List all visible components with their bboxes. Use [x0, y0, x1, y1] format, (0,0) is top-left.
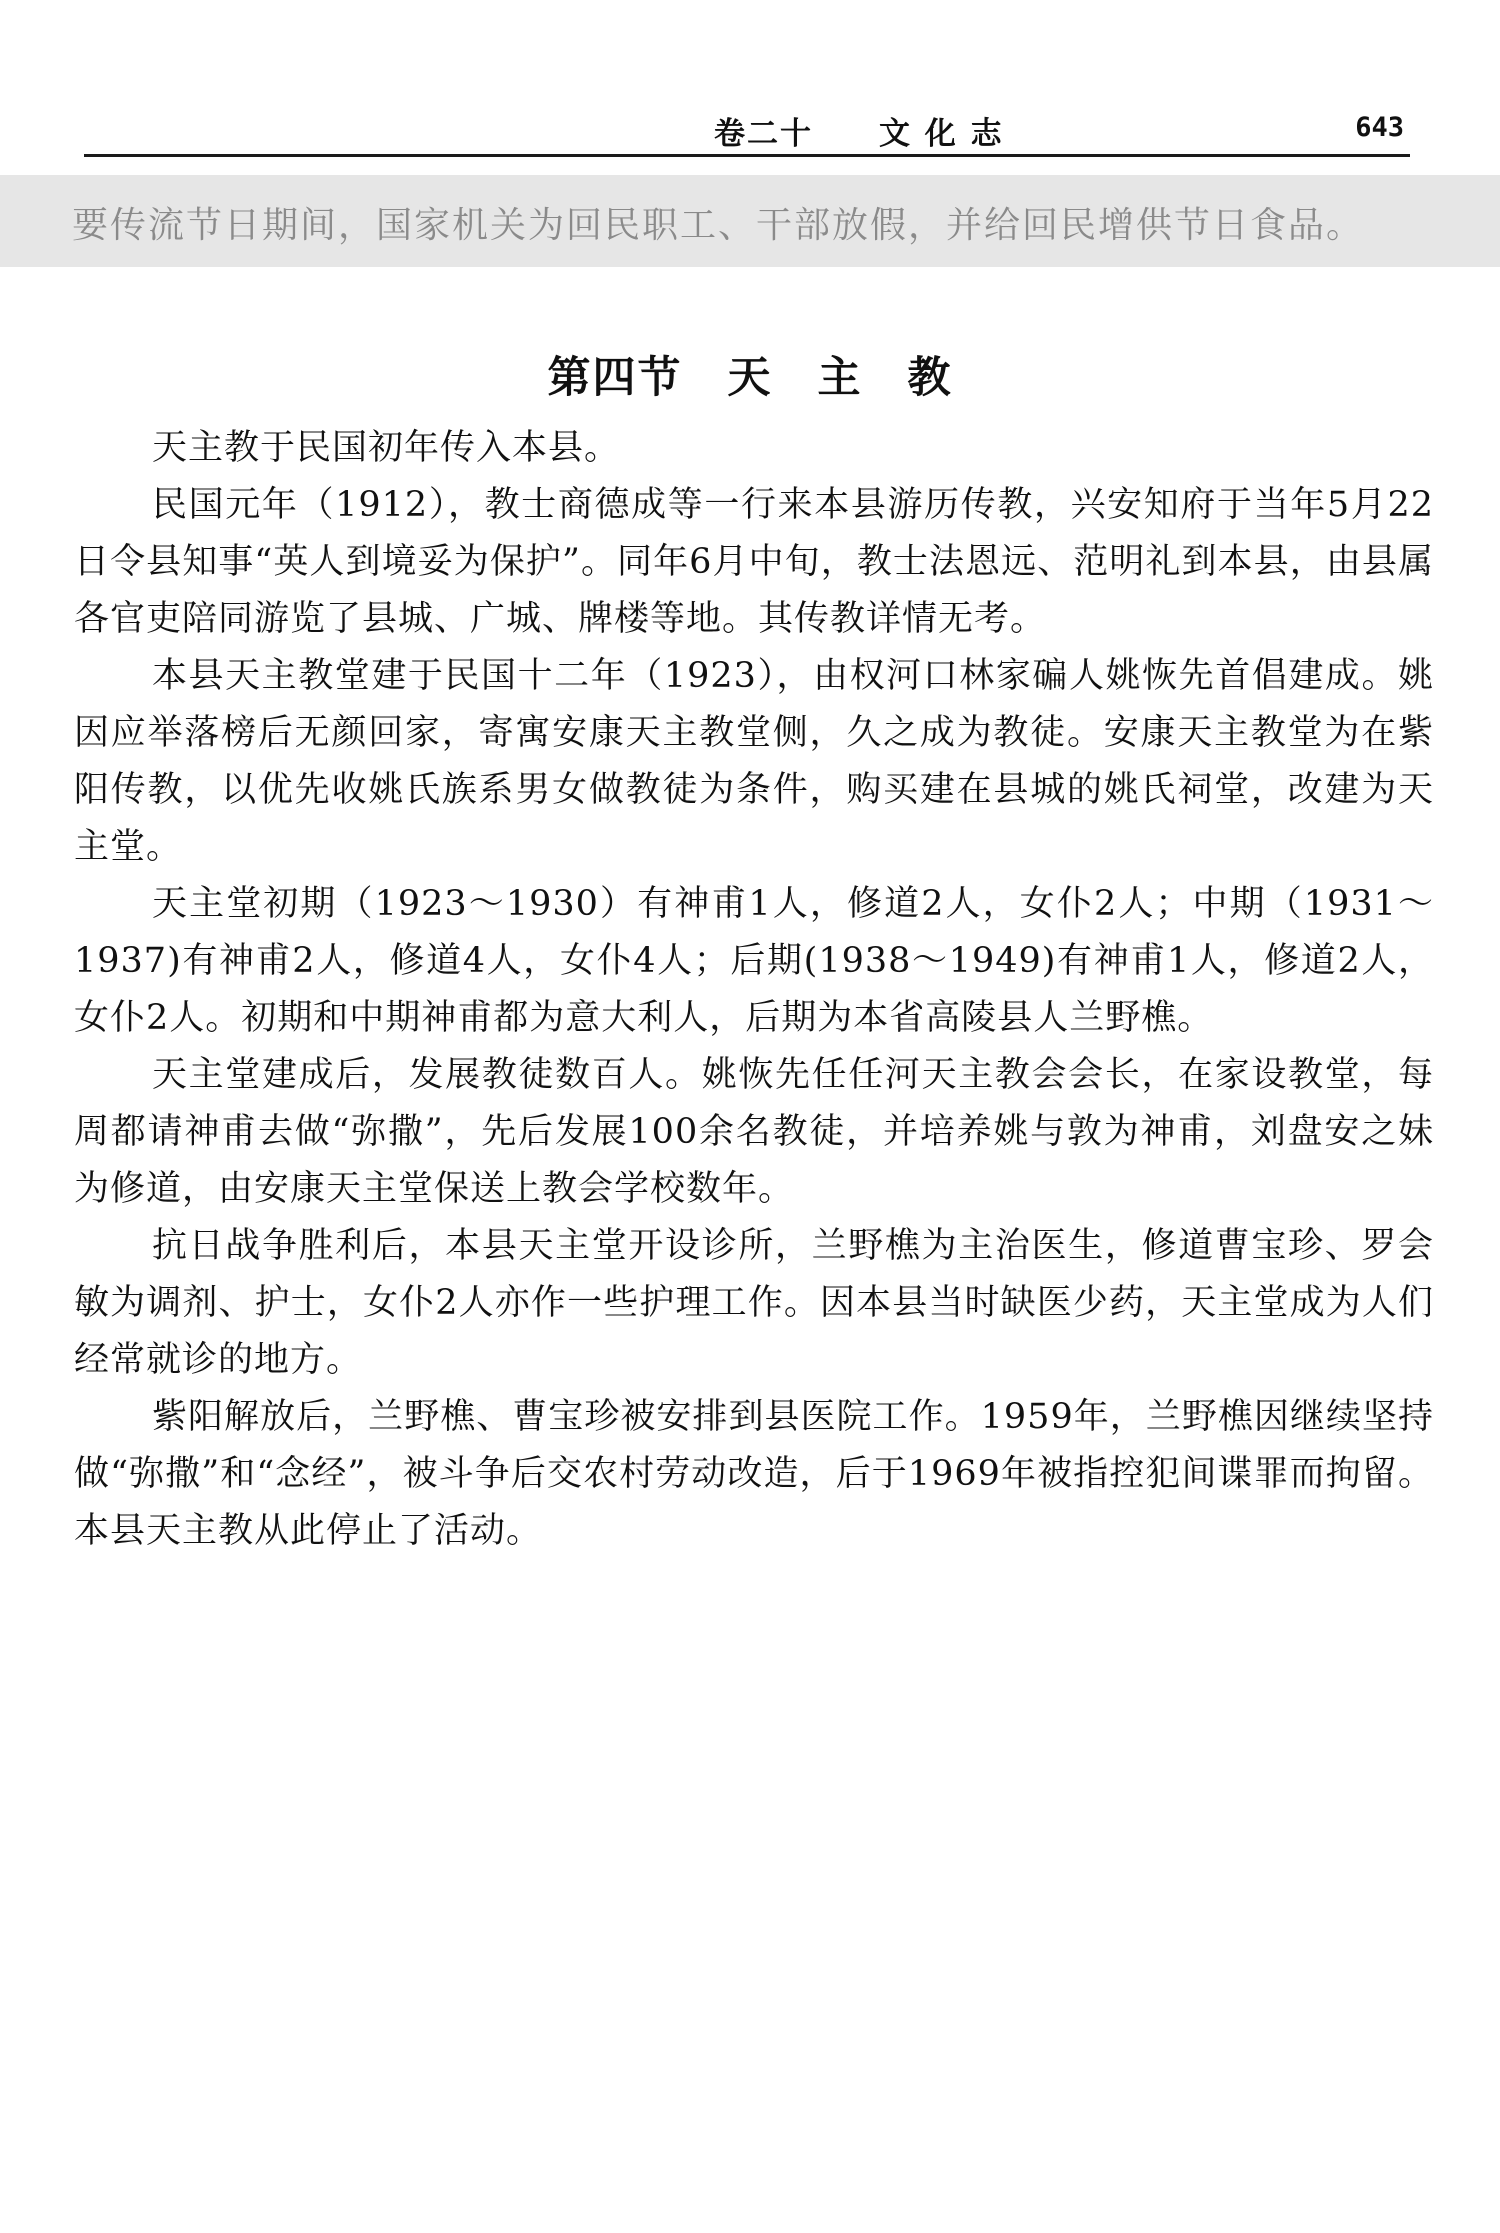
carryover-band	[0, 175, 1500, 267]
paragraph: 天主教于民国初年传入本县。	[152, 428, 621, 468]
page-number: 643	[1355, 112, 1404, 143]
paragraph: 天主堂初期（1923～1930）有神甫1人，修道2人，女仆2人；中期（1931～1937)有神甫2人，修道4人，女仆4人；后期(1938～1949)有神甫1人，修道2人，女仆2人。初期和中期神甫都为意大利人，后期为本省高陵县人兰野樵。	[74, 884, 1434, 1038]
body-text	[74, 420, 1434, 1560]
paragraph: 紫阳解放后，兰野樵、曹宝珍被安排到县医院工作。1959年，兰野樵因继续坚持做“弥撒”和“念经”，被斗争后交农村劳动改造，后于1969年被指控犯间谍罪而拘留。本县天主教从此停止了活动。	[74, 1397, 1434, 1551]
carryover-line: 要传流节日期间，国家机关为回民职工、干部放假，并给回民增供节日食品。	[72, 205, 1365, 246]
paragraph: 天主堂建成后，发展教徒数百人。姚恢先任任河天主教会会长，在家设教堂，每周都请神甫去做“弥撒”，先后发展100余名教徒，并培养姚与敦为神甫，刘盘安之妹为修道，由安康天主堂保送上教会学校数年。	[74, 1055, 1434, 1209]
paragraph: 民国元年（1912），教士商德成等一行来本县游历传教，兴安知府于当年5月22日令县知事“英人到境妥为保护”。同年6月中旬，教士法恩远、范明礼到本县，由县属各官吏陪同游览了县城、广城、牌楼等地。其传教详情无考。	[74, 485, 1434, 639]
paragraph: 本县天主教堂建于民国十二年（1923），由权河口林家碥人姚恢先首倡建成。姚因应举落榜后无颜回家，寄寓安康天主教堂侧，久之成为教徒。安康天主教堂为在紫阳传教，以优先收姚氏族系男女做教徒为条件，购买建在县城的姚氏祠堂，改建为天主堂。	[74, 656, 1434, 867]
paragraph: 抗日战争胜利后，本县天主堂开设诊所，兰野樵为主治医生，修道曹宝珍、罗会敏为调剂、护士，女仆2人亦作一些护理工作。因本县当时缺医少药，天主堂成为人们经常就诊的地方。	[74, 1226, 1434, 1380]
running-head: 卷二十 文 化 志	[714, 116, 1004, 152]
page-header	[84, 108, 1410, 157]
section-title: 第四节 天 主 教	[547, 352, 953, 403]
